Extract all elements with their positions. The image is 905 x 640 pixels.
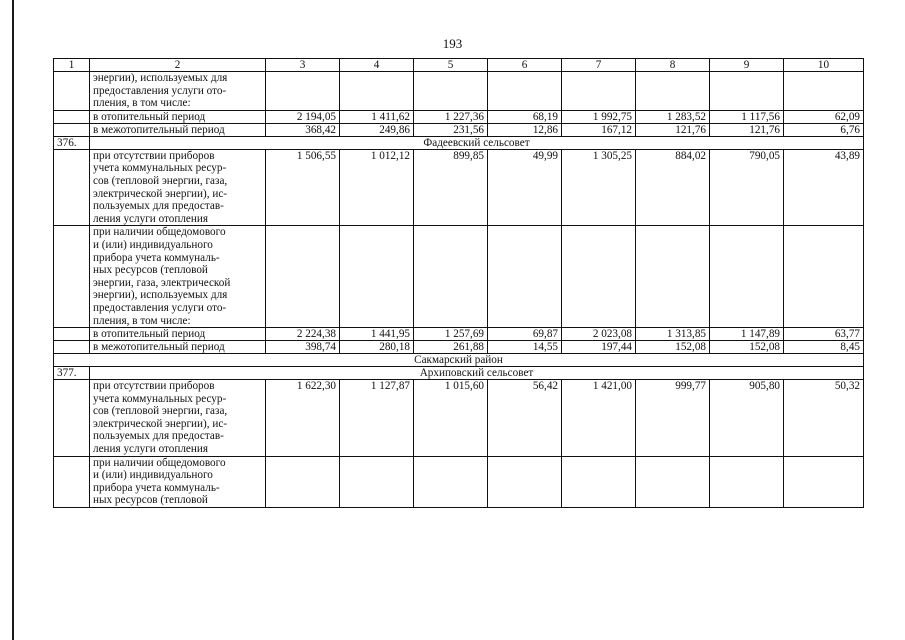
table-row	[54, 328, 864, 341]
value-cell: 884,02	[636, 149, 710, 226]
value-cell	[710, 226, 784, 328]
table-row	[54, 123, 864, 136]
header-col-9: 9	[710, 59, 784, 72]
value-cell: 152,08	[710, 341, 784, 354]
value-cell: 2 023,08	[562, 328, 636, 341]
value-cell: 1 147,89	[710, 328, 784, 341]
value-cell: 398,74	[266, 341, 340, 354]
row-number: 377.	[54, 367, 90, 380]
value-cell	[562, 456, 636, 507]
value-cell	[414, 456, 488, 507]
value-cell: 68,19	[488, 110, 562, 123]
value-cell: 2 194,05	[266, 110, 340, 123]
value-cell: 56,42	[488, 380, 562, 457]
value-cell: 121,76	[710, 123, 784, 136]
header-col-1: 1	[54, 59, 90, 72]
row-number	[54, 328, 90, 341]
value-cell: 1 012,12	[340, 149, 414, 226]
value-cell	[488, 226, 562, 328]
tariff-table	[53, 58, 864, 508]
value-cell	[414, 226, 488, 328]
header-col-5: 5	[414, 59, 488, 72]
value-cell: 1 506,55	[266, 149, 340, 226]
row-number	[54, 110, 90, 123]
row-number: 376.	[54, 136, 90, 149]
value-cell	[488, 72, 562, 111]
row-number	[54, 226, 90, 328]
value-cell: 1 283,52	[636, 110, 710, 123]
value-cell: 1 015,60	[414, 380, 488, 457]
value-cell: 999,77	[636, 380, 710, 457]
section-title: Архиповский сельсовет	[90, 367, 864, 380]
table-row	[54, 72, 864, 111]
value-cell	[710, 72, 784, 111]
value-cell: 899,85	[414, 149, 488, 226]
table-row	[54, 380, 864, 457]
value-cell	[340, 226, 414, 328]
value-cell	[266, 456, 340, 507]
table-row	[54, 456, 864, 507]
value-cell	[636, 226, 710, 328]
value-cell: 43,89	[784, 149, 864, 226]
row-description: при отсутствии приборов учета коммунальных ресур- сов (тепловой энергии, газа, электрической энергии), ис- пользуемых для предостав- ления услуги отопления	[90, 380, 266, 457]
header-col-3: 3	[266, 59, 340, 72]
district-title: Сакмарский район	[54, 354, 864, 367]
value-cell: 231,56	[414, 123, 488, 136]
section-row	[54, 367, 864, 380]
value-cell: 1 117,56	[710, 110, 784, 123]
value-cell: 167,12	[562, 123, 636, 136]
district-row	[54, 354, 864, 367]
row-description: в отопительный период	[90, 110, 266, 123]
value-cell	[636, 456, 710, 507]
value-cell: 368,42	[266, 123, 340, 136]
value-cell	[784, 72, 864, 111]
section-row	[54, 136, 864, 149]
value-cell: 69,87	[488, 328, 562, 341]
value-cell	[562, 226, 636, 328]
header-col-7: 7	[562, 59, 636, 72]
value-cell: 1 992,75	[562, 110, 636, 123]
value-cell: 152,08	[636, 341, 710, 354]
row-description: в межотопительный период	[90, 341, 266, 354]
row-number	[54, 380, 90, 457]
row-number	[54, 149, 90, 226]
value-cell	[710, 456, 784, 507]
page-number: 193	[442, 36, 463, 51]
row-number	[54, 72, 90, 111]
row-description: в отопительный период	[90, 328, 266, 341]
section-title: Фадеевский сельсовет	[90, 136, 864, 149]
header-col-4: 4	[340, 59, 414, 72]
row-description: в межотопительный период	[90, 123, 266, 136]
value-cell: 2 224,38	[266, 328, 340, 341]
value-cell	[636, 72, 710, 111]
value-cell: 1 313,85	[636, 328, 710, 341]
value-cell: 1 411,62	[340, 110, 414, 123]
table-row	[54, 341, 864, 354]
value-cell	[562, 72, 636, 111]
row-description: при наличии общедомового и (или) индивидуального прибора учета коммуналь- ных ресурсов (тепловой	[90, 456, 266, 507]
row-number	[54, 456, 90, 507]
row-description: энергии), используемых для предоставления услуги ото- пления, в том числе:	[90, 72, 266, 111]
value-cell	[266, 226, 340, 328]
scan-edge-line	[12, 0, 14, 640]
value-cell: 49,99	[488, 149, 562, 226]
value-cell: 197,44	[562, 341, 636, 354]
header-col-2: 2	[90, 59, 266, 72]
value-cell	[488, 456, 562, 507]
table-row	[54, 226, 864, 328]
header-col-8: 8	[636, 59, 710, 72]
value-cell: 62,09	[784, 110, 864, 123]
row-number	[54, 341, 90, 354]
value-cell	[414, 72, 488, 111]
value-cell	[784, 226, 864, 328]
row-description: при наличии общедомового и (или) индивидуального прибора учета коммуналь- ных ресурсов (тепловой энергии, газа, электрической энергии), используемых для предоставления услуги ото- пления, в том числе:	[90, 226, 266, 328]
value-cell: 50,32	[784, 380, 864, 457]
value-cell: 8,45	[784, 341, 864, 354]
value-cell	[340, 72, 414, 111]
value-cell	[266, 72, 340, 111]
value-cell: 249,86	[340, 123, 414, 136]
value-cell: 1 227,36	[414, 110, 488, 123]
value-cell	[340, 456, 414, 507]
row-number	[54, 123, 90, 136]
value-cell: 280,18	[340, 341, 414, 354]
value-cell: 1 421,00	[562, 380, 636, 457]
value-cell: 1 127,87	[340, 380, 414, 457]
value-cell: 261,88	[414, 341, 488, 354]
row-description: при отсутствии приборов учета коммунальных ресур- сов (тепловой энергии, газа, электрической энергии), ис- пользуемых для предостав- ления услуги отопления	[90, 149, 266, 226]
header-row	[54, 59, 864, 72]
value-cell: 790,05	[710, 149, 784, 226]
header-col-10: 10	[784, 59, 864, 72]
header-col-6: 6	[488, 59, 562, 72]
value-cell: 12,86	[488, 123, 562, 136]
table-row	[54, 149, 864, 226]
value-cell: 1 441,95	[340, 328, 414, 341]
table-row	[54, 110, 864, 123]
value-cell: 1 305,25	[562, 149, 636, 226]
value-cell: 63,77	[784, 328, 864, 341]
value-cell: 905,80	[710, 380, 784, 457]
value-cell	[784, 456, 864, 507]
value-cell: 6,76	[784, 123, 864, 136]
value-cell: 1 257,69	[414, 328, 488, 341]
value-cell: 14,55	[488, 341, 562, 354]
value-cell: 1 622,30	[266, 380, 340, 457]
value-cell: 121,76	[636, 123, 710, 136]
